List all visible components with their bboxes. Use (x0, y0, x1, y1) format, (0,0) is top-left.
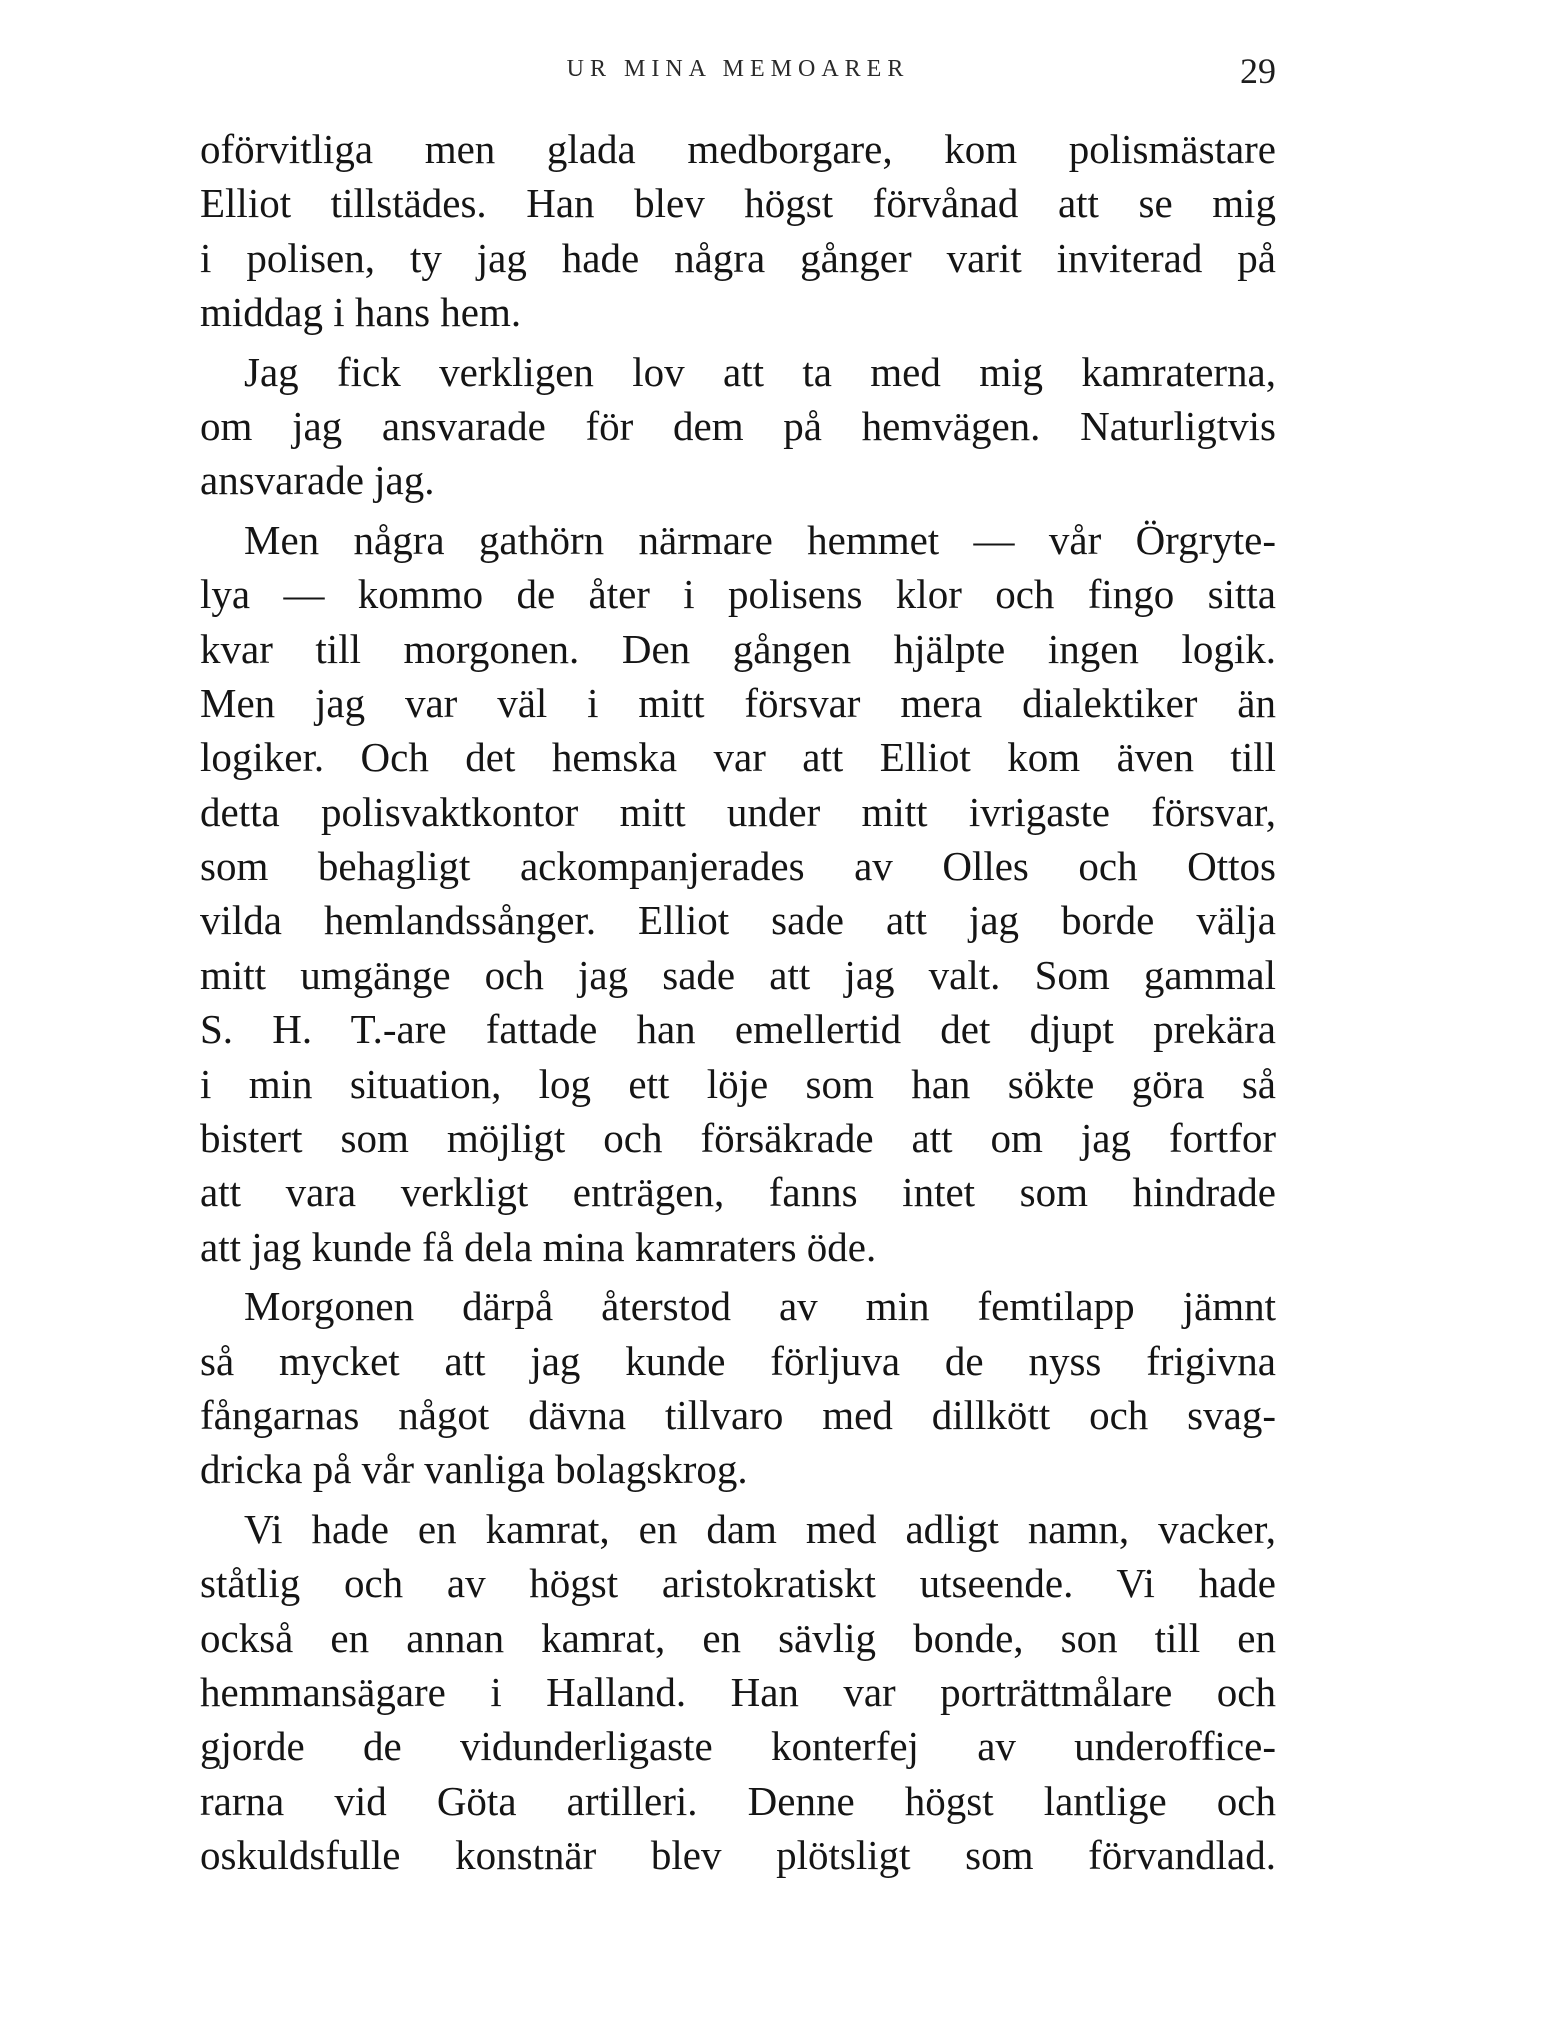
text-line: lya — kommo de åter i polisens klor och fingo sitta (200, 571, 1276, 618)
text-line: oförvitliga men glada medborgare, kom polismästare (200, 126, 1276, 172)
text-line: om jag ansvarade för dem på hemvägen. Naturligtvis (200, 402, 1276, 449)
text-line: hemmansägare i Halland. Han var porträttmålare och (200, 1668, 1276, 1715)
text-line: bistert som möjligt och försäkrade att om jag fortfor (200, 1115, 1276, 1162)
text-line: fångarnas något dävna tillvaro med dillkött och svag- (200, 1391, 1276, 1438)
running-head (200, 51, 1276, 96)
text-line: oskuldsfulle konstnär blev plötsligt som förvandlad. (200, 1832, 1276, 1879)
text-line: Vi hade en kamrat, en dam med adligt namn, vacker, (244, 1505, 1276, 1552)
text-line: mitt umgänge och jag sade att jag valt. Som gammal (200, 951, 1276, 998)
text-line: logiker. Och det hemska var att Elliot kom även till (200, 734, 1276, 781)
text-line: ansvarade jag. (200, 457, 435, 504)
text-line: Men jag var väl i mitt försvar mera dialektiker än (200, 679, 1276, 726)
text-line: ståtlig och av högst aristokratiskt utseende. Vi hade (200, 1560, 1276, 1607)
text-line: också en annan kamrat, en sävlig bonde, son till en (200, 1614, 1276, 1661)
text-line: gjorde de vidunderligaste konterfej av underoffice- (200, 1723, 1276, 1770)
text-line: middag i hans hem. (200, 289, 522, 336)
text-line: Jag fick verkligen lov att ta med mig kamraterna, (244, 348, 1276, 395)
running-title: UR MINA MEMOARER (566, 56, 910, 82)
text-line: att jag kunde få dela mina kamraters öde. (200, 1223, 877, 1270)
text-line: som behagligt ackompanjerades av Olles och Ottos (200, 843, 1276, 890)
text-line: kvar till morgonen. Den gången hjälpte ingen logik. (200, 625, 1276, 672)
text-line: S. H. T.-are fattade han emellertid det djupt prekära (200, 1006, 1276, 1053)
text-line: Morgonen därpå återstod av min femtilapp jämnt (244, 1283, 1276, 1330)
text-line: i polisen, ty jag hade några gånger varit inviterad på (200, 234, 1276, 281)
text-line: så mycket att jag kunde förljuva de nyss frigivna (200, 1337, 1276, 1384)
text-line: vilda hemlandssånger. Elliot sade att jag borde välja (200, 897, 1276, 944)
text-line: i min situation, log ett löje som han sökte göra så (200, 1060, 1276, 1107)
text-line: dricka på vår vanliga bolagskrog. (200, 1446, 748, 1493)
text-line: att vara verkligt enträgen, fanns intet som hindrade (200, 1169, 1276, 1216)
text-line: rarna vid Göta artilleri. Denne högst lantlige och (200, 1777, 1276, 1824)
page-number: 29 (1240, 51, 1276, 91)
text-line: Men några gathörn närmare hemmet — vår Örgryte- (244, 516, 1276, 563)
body-text (200, 122, 1276, 1883)
text-line: Elliot tillstädes. Han blev högst förvånad att se mig (200, 180, 1276, 227)
text-line: detta polisvaktkontor mitt under mitt ivrigaste försvar, (200, 788, 1276, 835)
